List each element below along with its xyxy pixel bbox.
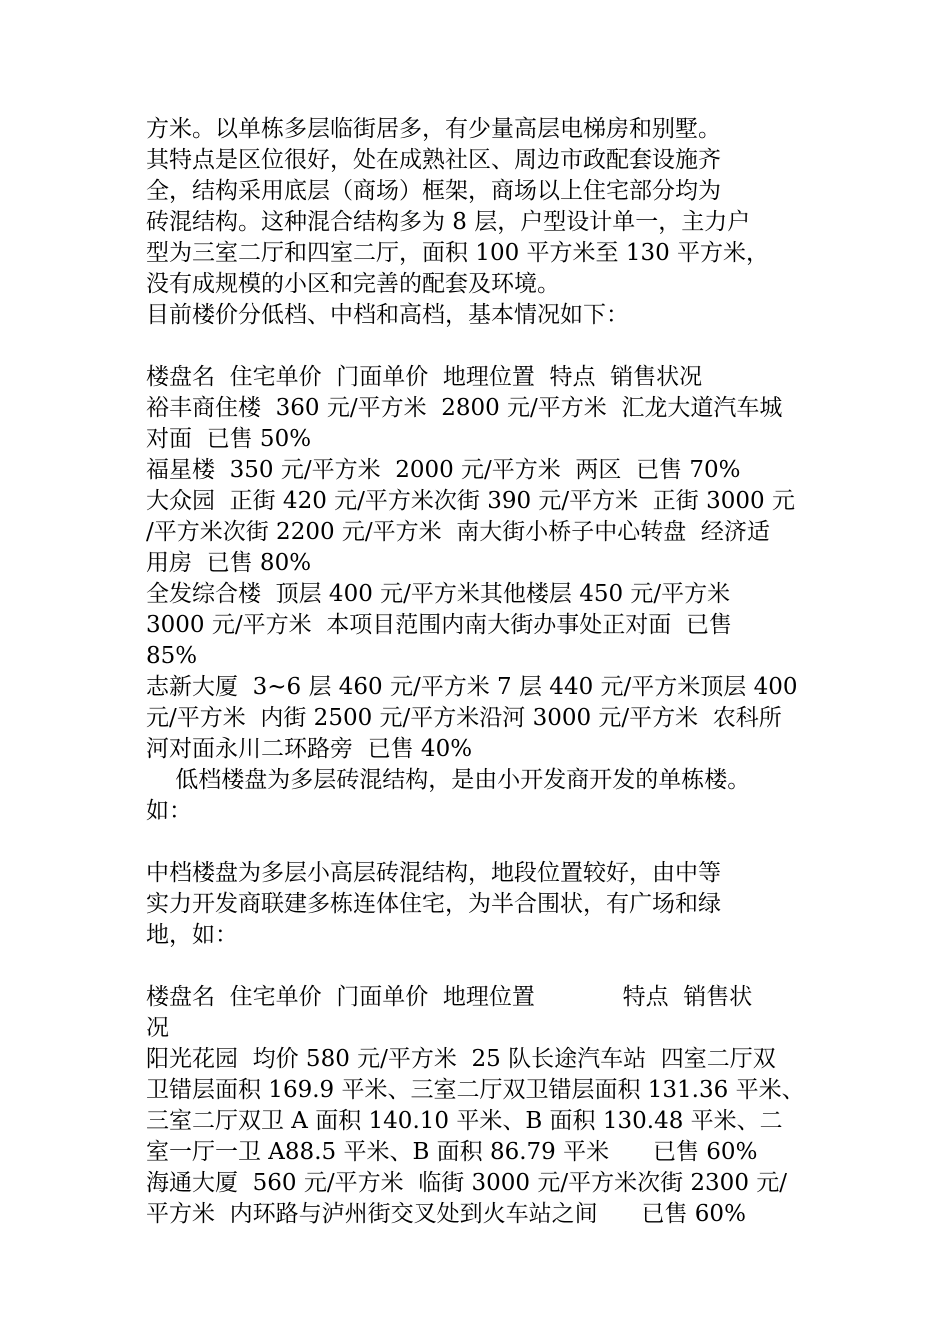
table1-line: 大众园 正街 420 元/平方米次街 390 元/平方米 正街 3000 元 <box>146 488 795 514</box>
table2-line: 海通大厦 560 元/平方米 临街 3000 元/平方米次街 2300 元/ <box>146 1170 788 1196</box>
table1-line: 河对面永川二环路旁 已售 40% <box>146 736 473 762</box>
blank-line <box>146 951 816 982</box>
table1-line: 用房 已售 80% <box>146 550 312 576</box>
midrange-paragraph-line: 中档楼盘为多层小高层砖混结构，地段位置较好，由中等 <box>146 860 721 886</box>
intro-line: 砖混结构。这种混合结构多为 8 层，户型设计单一，主力户 <box>146 209 751 235</box>
table1-line: 85% <box>146 643 198 669</box>
table1-line: 裕丰商住楼 360 元/平方米 2800 元/平方米 汇龙大道汽车城 <box>146 395 783 421</box>
blank-line <box>146 827 816 858</box>
table2-line: 室一厅一卫 A88.5 平米、B 面积 86.79 平米 已售 60% <box>146 1139 758 1165</box>
midrange-paragraph-line: 地，如： <box>146 922 238 948</box>
table1-header: 楼盘名 住宅单价 门面单价 地理位置 特点 销售状况 <box>146 364 703 390</box>
table2-line: 况 <box>146 1015 169 1041</box>
intro-line: 型为三室二厅和四室二厅，面积 100 平方米至 130 平方米， <box>146 240 770 266</box>
table1-line: 对面 已售 50% <box>146 426 312 452</box>
intro-line: 方米。以单栋多层临街居多，有少量高层电梯房和别墅。 <box>146 116 721 142</box>
table1-line: 3000 元/平方米 本项目范围内南大街办事处正对面 已售 <box>146 612 732 638</box>
intro-line: 其特点是区位很好，处在成熟社区、周边市政配套设施齐 <box>146 147 721 173</box>
intro-line: 全，结构采用底层（商场）框架，商场以上住宅部分均为 <box>146 178 721 204</box>
table2-line: 平方米 内环路与泸州街交叉处到火车站之间 已售 60% <box>146 1201 746 1227</box>
table1-line: 元/平方米 内街 2500 元/平方米沿河 3000 元/平方米 农科所 <box>146 705 782 731</box>
lowend-paragraph-line: 如： <box>146 798 192 824</box>
table1-line: 福星楼 350 元/平方米 2000 元/平方米 两区 已售 70% <box>146 457 741 483</box>
table1-line: 全发综合楼 顶层 400 元/平方米其他楼层 450 元/平方米 <box>146 581 731 607</box>
midrange-paragraph-line: 实力开发商联建多栋连体住宅，为半合围状，有广场和绿 <box>146 891 721 917</box>
lowend-paragraph-line: 低档楼盘为多层砖混结构，是由小开发商开发的单栋楼。 <box>146 767 751 793</box>
table2-line: 三室二厅双卫 A 面积 140.10 平米、B 面积 130.48 平米、二 <box>146 1108 783 1134</box>
intro-line: 目前楼价分低档、中档和高档，基本情况如下： <box>146 302 629 328</box>
table2-header: 楼盘名 住宅单价 门面单价 地理位置 特点 销售状 <box>146 984 753 1010</box>
table2-line: 卫错层面积 169.9 平米、三室二厅双卫错层面积 131.36 平米、 <box>146 1077 805 1103</box>
intro-line: 没有成规模的小区和完善的配套及环境。 <box>146 271 560 297</box>
blank-line <box>146 331 816 362</box>
table1-line: 志新大厦 3~6 层 460 元/平方米 7 层 440 元/平方米顶层 400 <box>146 674 798 700</box>
table1-line: /平方米次街 2200 元/平方米 南大街小桥子中心转盘 经济适 <box>146 519 770 545</box>
table2-line: 阳光花园 均价 580 元/平方米 25 队长途汽车站 四室二厅双 <box>146 1046 776 1072</box>
document-body <box>146 114 816 1230</box>
